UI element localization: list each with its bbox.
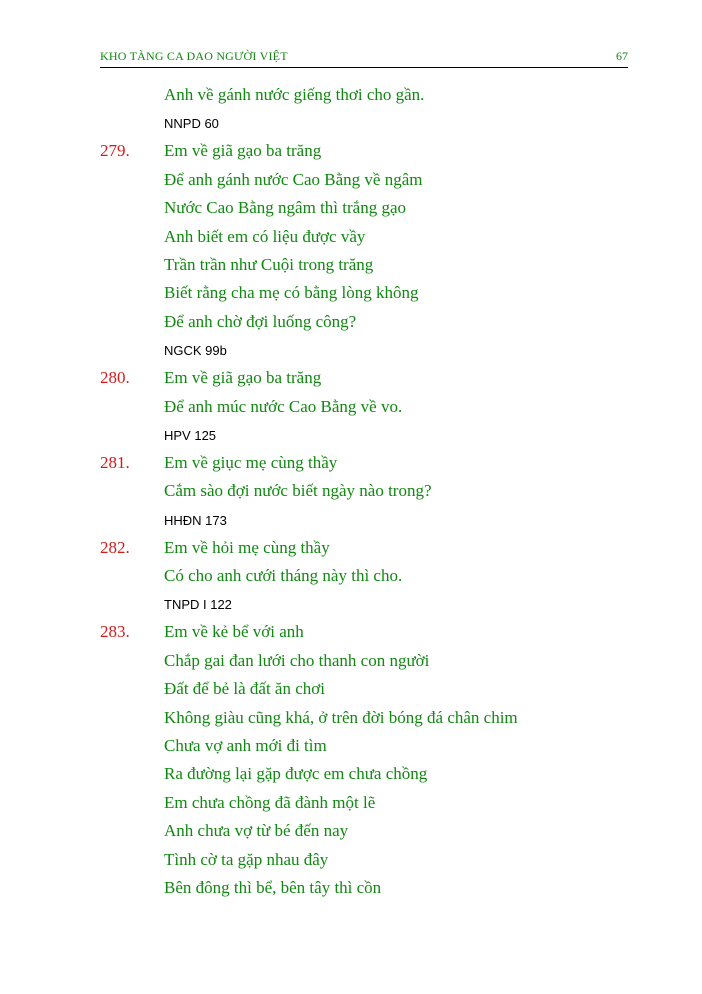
verse-line: Tình cờ ta gặp nhau đây <box>164 849 329 869</box>
verse-line: Biết rằng cha mẹ có bằng lòng không <box>164 283 419 303</box>
source-row <box>100 337 660 365</box>
verse-line: Em về hỏi mẹ cùng thầy <box>164 537 330 557</box>
verse-row <box>100 563 660 591</box>
verse-row <box>100 478 660 506</box>
verse-line: Trần trần như Cuội trong trăng <box>164 254 374 274</box>
source-row <box>100 422 660 450</box>
verse-line: Để anh múc nước Cao Bằng về vo. <box>164 396 403 416</box>
verse-row <box>100 82 660 110</box>
verse-line: Anh biết em có liệu được vầy <box>164 226 366 246</box>
verse-row <box>100 619 660 647</box>
verse-line: Em về giã gạo ba trăng <box>164 141 322 161</box>
entry-number: 282. <box>100 537 130 557</box>
verse-row <box>100 450 660 478</box>
book-title: KHO TÀNG CA DAO NGƯỜI VIỆT <box>100 49 288 63</box>
entry-number: 280. <box>100 368 130 388</box>
verse-line: Em về giục mẹ cùng thầy <box>164 452 338 472</box>
verse-row <box>100 818 660 846</box>
source-row <box>100 507 660 535</box>
verse-line: Anh chưa vợ từ bé đến nay <box>164 821 349 841</box>
verse-row <box>100 535 660 563</box>
verse-row <box>100 224 660 252</box>
verse-line: Bên đông thì bể, bên tây thì cồn <box>164 877 382 897</box>
verse-row <box>100 790 660 818</box>
verse-row <box>100 365 660 393</box>
source-reference: NNPD 60 <box>164 116 219 132</box>
source-reference: NGCK 99b <box>164 343 227 359</box>
page-header <box>100 49 628 68</box>
verse-line: Ra đường lại gặp được em chưa chồng <box>164 764 428 784</box>
verse-row <box>100 761 660 789</box>
verse-line: Đất để bẻ là đất ăn chơi <box>164 679 325 699</box>
poem-list <box>100 82 660 903</box>
verse-row <box>100 309 660 337</box>
verse-row <box>100 705 660 733</box>
verse-line: Em về giã gạo ba trăng <box>164 368 322 388</box>
entry-number: 281. <box>100 452 130 472</box>
verse-row <box>100 280 660 308</box>
verse-line: Để anh gánh nước Cao Bằng về ngâm <box>164 169 423 189</box>
verse-line: Anh về gánh nước giếng thơi cho gần. <box>164 85 425 104</box>
verse-line: Cắm sào đợi nước biết ngày nào trong? <box>164 481 432 501</box>
verse-line: Chắp gai đan lưới cho thanh con người <box>164 650 430 670</box>
source-reference: HPV 125 <box>164 427 217 443</box>
verse-row <box>100 676 660 704</box>
verse-row <box>100 195 660 223</box>
verse-line: Em về kẻ bể với anh <box>164 622 304 642</box>
verse-line: Không giàu cũng khá, ở trên đời bóng đá chân chim <box>164 707 518 727</box>
verse-line: Em chưa chồng đã đành một lẽ <box>164 792 376 812</box>
source-row <box>100 591 660 619</box>
verse-row <box>100 167 660 195</box>
verse-row <box>100 252 660 280</box>
entry-number: 283. <box>100 622 130 642</box>
verse-row <box>100 847 660 875</box>
verse-line: Chưa vợ anh mới đi tìm <box>164 736 327 756</box>
source-row <box>100 110 660 138</box>
verse-row <box>100 648 660 676</box>
verse-row <box>100 138 660 166</box>
source-reference: HHĐN 173 <box>164 512 227 528</box>
source-reference: TNPD I 122 <box>164 597 232 613</box>
verse-row <box>100 394 660 422</box>
verse-line: Nước Cao Bằng ngâm thì trắng gạo <box>164 198 406 218</box>
verse-line: Để anh chờ đợi luống công? <box>164 311 357 331</box>
verse-row <box>100 875 660 903</box>
verse-row <box>100 733 660 761</box>
page-number: 67 <box>616 49 628 63</box>
verse-line: Có cho anh cưới tháng này thì cho. <box>164 566 403 586</box>
entry-number: 279. <box>100 141 130 161</box>
